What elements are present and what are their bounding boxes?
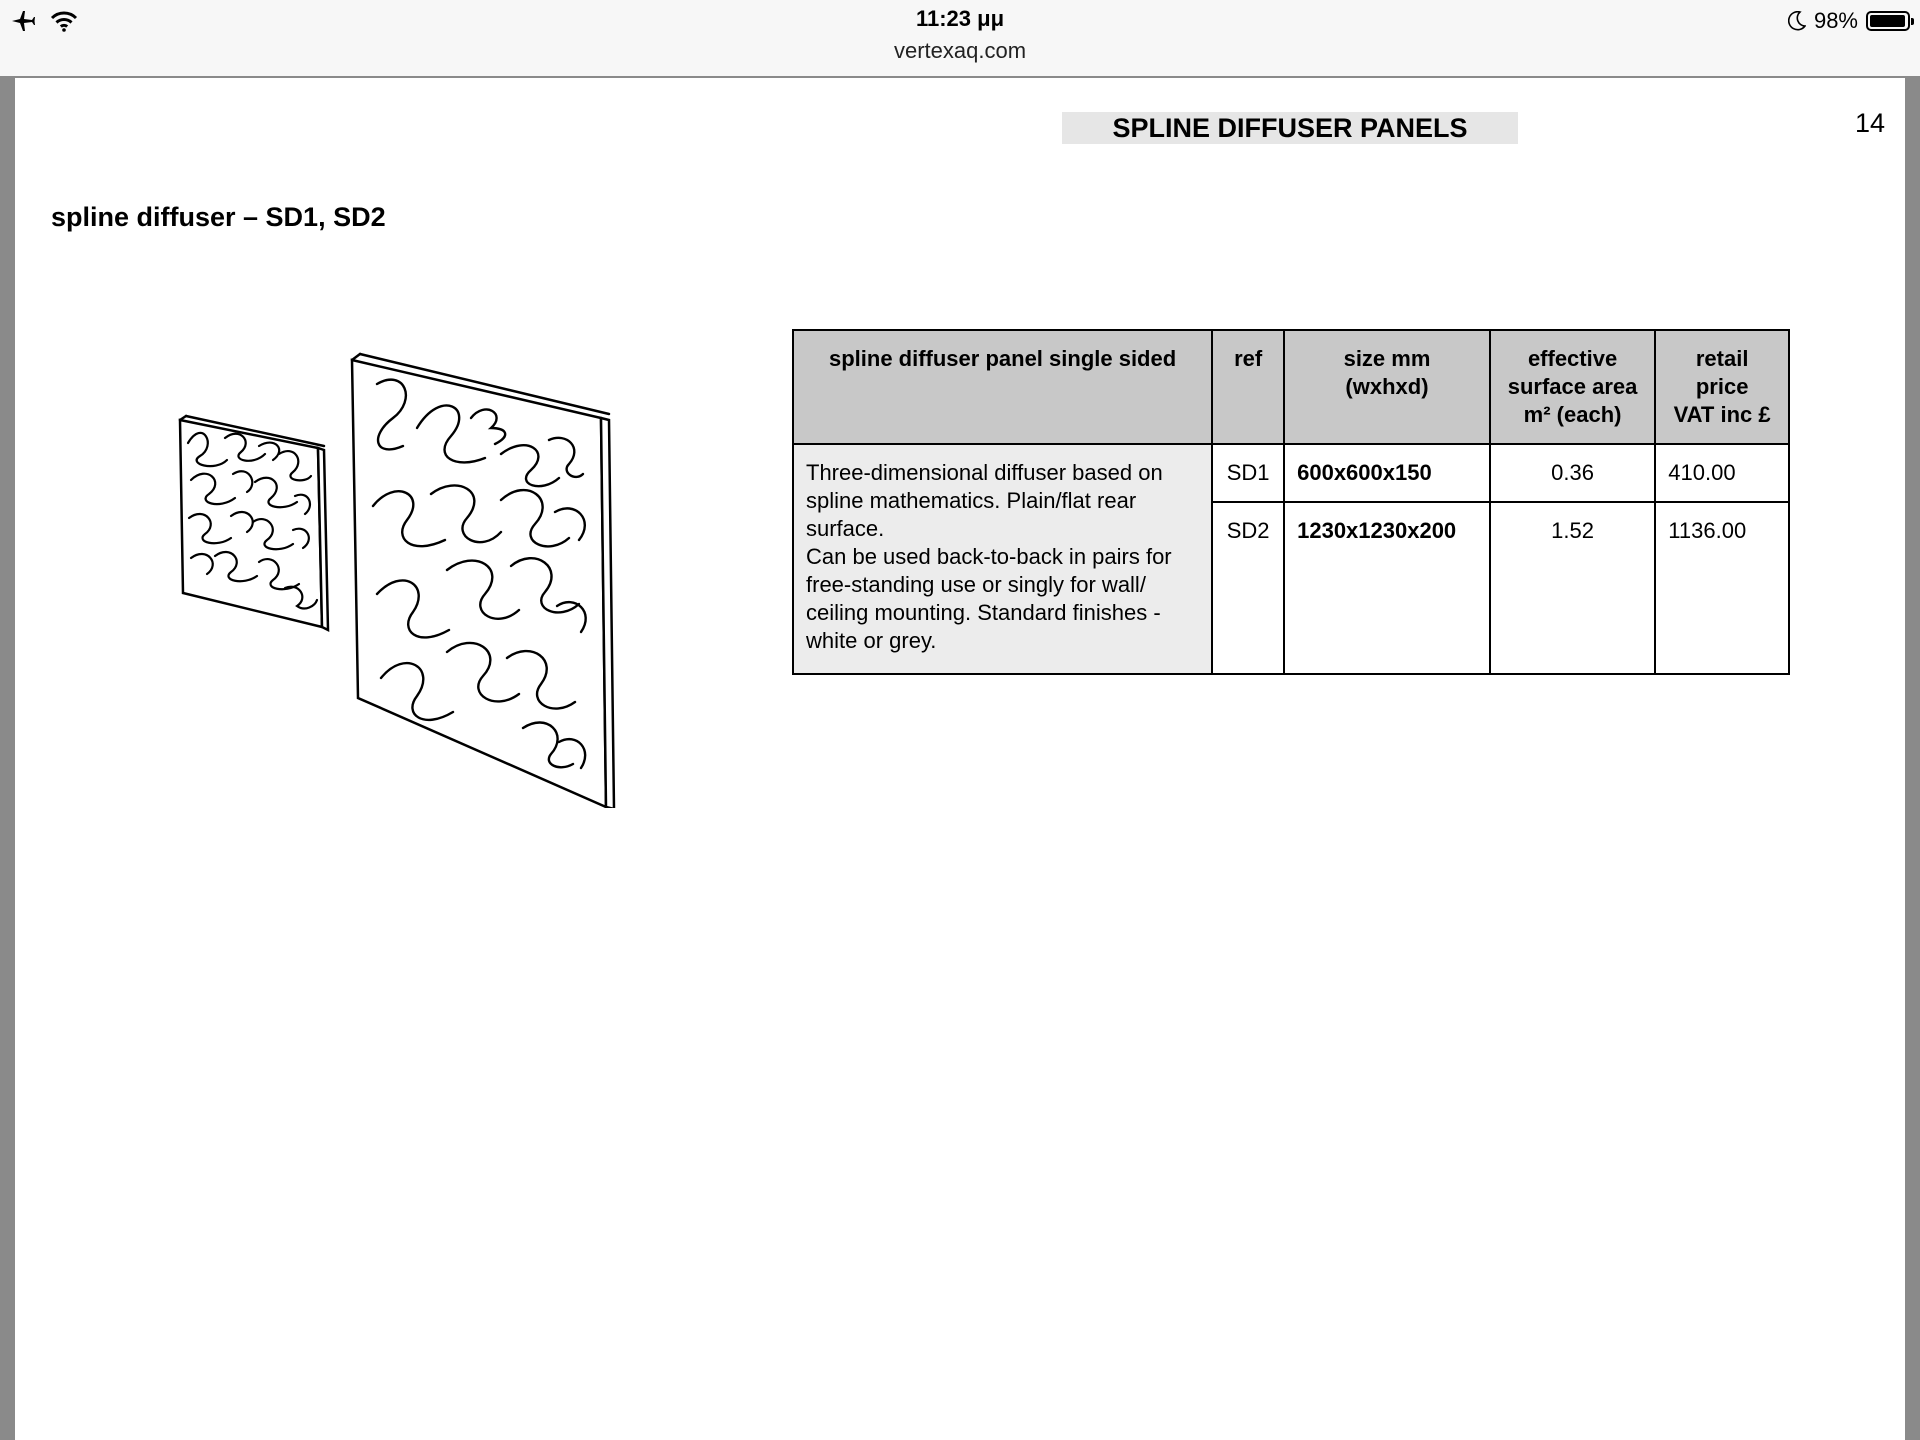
moon-icon — [1788, 11, 1806, 31]
section-title: spline diffuser – SD1, SD2 — [51, 202, 386, 232]
header-description: spline diffuser panel single sided — [793, 330, 1212, 444]
cell-ref: SD2 — [1212, 502, 1284, 674]
page-header: SPLINE DIFFUSER PANELS — [1062, 112, 1518, 144]
product-description: Three-dimensional diffuser based on spline mathematics. Plain/flat rear surface. Can be used back-to-back in pairs for free-standing use or singly for wall/ ceiling mounting. Standard finishes - white or grey. — [793, 444, 1212, 674]
header-ref: ref — [1212, 330, 1284, 444]
status-right — [1788, 6, 1910, 36]
cell-ref: SD1 — [1212, 444, 1284, 502]
battery-fill — [1870, 15, 1905, 27]
table-row — [793, 444, 1789, 502]
cell-size: 1230x1230x200 — [1284, 502, 1490, 674]
header-size: size mm (wxhxd) — [1284, 330, 1490, 444]
cell-size: 600x600x150 — [1284, 444, 1490, 502]
battery-percent: 98% — [1813, 8, 1858, 33]
header-area: effective surface area m² (each) — [1490, 330, 1655, 444]
status-bar — [0, 0, 1920, 76]
cell-price: 410.00 — [1655, 444, 1789, 502]
table-header-row — [793, 330, 1789, 444]
pdf-page[interactable] — [15, 78, 1905, 1440]
cell-area: 1.52 — [1490, 502, 1655, 674]
small-panel-drawing — [180, 416, 328, 630]
cell-price: 1136.00 — [1655, 502, 1789, 674]
spline-diffuser-illustration — [155, 268, 625, 808]
product-spec-table — [792, 329, 1790, 675]
cell-area: 0.36 — [1490, 444, 1655, 502]
status-time: 11:23 μμ — [915, 6, 1005, 31]
large-panel-drawing — [352, 354, 614, 808]
battery-icon — [1866, 11, 1910, 31]
address-bar-url[interactable]: vertexaq.com — [893, 38, 1027, 63]
page-number: 14 — [1855, 108, 1886, 138]
header-price: retail price VAT inc £ — [1655, 330, 1789, 444]
